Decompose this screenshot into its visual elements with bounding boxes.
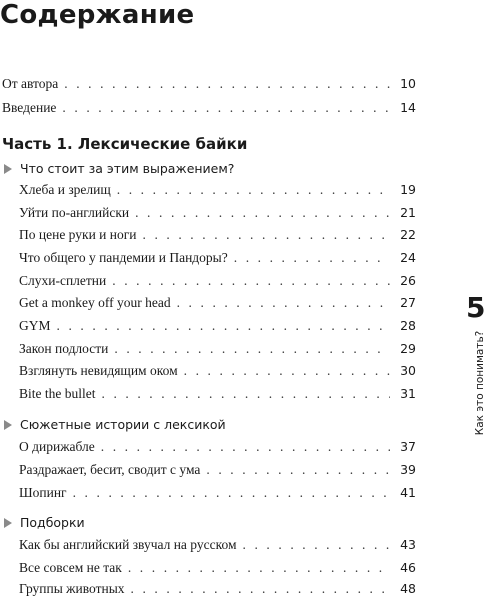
toc-entry-page: 29 [400,341,416,356]
leader-dots [135,204,390,222]
toc-entry-page: 46 [400,560,416,575]
toc-entry[interactable] [19,272,416,290]
triangle-bullet-icon [4,164,12,174]
leader-dots [243,536,390,554]
toc-entry-page: 31 [400,386,416,401]
toc-entry-page: 24 [400,250,416,265]
toc-entry-page: 30 [400,363,416,378]
toc-entry-label: Что общего у пандемии и Пандоры? [19,250,228,265]
leader-dots [131,580,390,598]
toc-entry-label: GYM [19,318,51,333]
chapter-running-title: Как это понимать? [474,330,486,436]
toc-entry-page: 28 [400,318,416,333]
leader-dots [101,438,390,456]
toc-entry-page: 37 [400,439,416,454]
leader-dots [184,362,390,380]
toc-entry-page: 27 [400,295,416,310]
toc-entry[interactable] [19,580,416,598]
triangle-bullet-icon [4,518,12,528]
leader-dots [112,272,390,290]
toc-entry-label: Закон подлости [19,341,109,356]
toc-entry-label: О дирижабле [19,439,95,454]
section-title: Подборки [20,515,85,530]
toc-entry-page: 41 [400,485,416,500]
leader-dots [102,385,391,403]
toc-entry-page: 14 [400,100,416,115]
toc-entry-label: Все совсем не так [19,560,122,575]
toc-entry[interactable] [19,181,416,199]
leader-dots [64,75,390,93]
toc-entry[interactable] [19,536,416,554]
toc-entry-label: Введение [2,100,57,115]
toc-entry[interactable] [19,461,416,479]
leader-dots [62,99,390,117]
leader-dots [143,226,391,244]
leader-dots [128,559,390,577]
toc-entry-from-author[interactable] [2,75,416,93]
page-title: Содержание [0,0,195,30]
toc-entry-page: 43 [400,537,416,552]
section-heading [4,514,85,532]
toc-entry-label: Как бы английский звучал на русском [19,537,237,552]
leader-dots [114,340,390,358]
toc-entry[interactable] [19,385,416,403]
leader-dots [177,294,390,312]
section-heading [4,416,226,434]
chapter-number: 5 [466,291,486,324]
toc-entry[interactable] [19,438,416,456]
toc-entry-page: 48 [400,581,416,596]
toc-entry[interactable] [19,340,416,358]
toc-entry-page: 26 [400,273,416,288]
toc-entry[interactable] [19,294,416,312]
toc-entry-page: 21 [400,205,416,220]
toc-entry-page: 39 [400,462,416,477]
toc-entry-label: Слухи-сплетни [19,273,107,288]
toc-entry-page: 22 [400,227,416,242]
section-title: Что стоит за этим выражением? [20,161,235,176]
toc-entry[interactable] [19,484,416,502]
toc-entry-label: Хлеба и зрелищ [19,182,111,197]
toc-entry-label: Bite the bullet [19,386,96,401]
toc-entry[interactable] [19,204,416,222]
toc-entry-page: 10 [400,76,416,91]
toc-entry-label: Шопинг [19,485,67,500]
section-title: Сюжетные истории с лексикой [20,417,226,432]
triangle-bullet-icon [4,420,12,430]
leader-dots [57,317,390,335]
part-heading: Часть 1. Лексические байки [2,135,248,153]
toc-entry-introduction[interactable] [2,99,416,117]
toc-entry[interactable] [19,362,416,380]
toc-entry-label: Взглянуть невидящим оком [19,363,178,378]
leader-dots [206,461,390,479]
toc-entry-label: Раздражает, бесит, сводит с ума [19,462,201,477]
toc-entry[interactable] [19,317,416,335]
section-heading [4,160,234,178]
toc-entry-page: 19 [400,182,416,197]
leader-dots [73,484,390,502]
toc-entry-label: Get a monkey off your head [19,295,171,310]
toc-entry-label: Группы животных [19,581,125,596]
toc-entry-label: От автора [2,76,59,91]
toc-entry-label: По цене руки и ноги [19,227,137,242]
toc-entry[interactable] [19,559,416,577]
toc-entry-label: Уйти по-английски [19,205,130,220]
toc-entry[interactable] [19,249,416,267]
toc-entry[interactable] [19,226,416,244]
leader-dots [117,181,390,199]
leader-dots [234,249,390,267]
